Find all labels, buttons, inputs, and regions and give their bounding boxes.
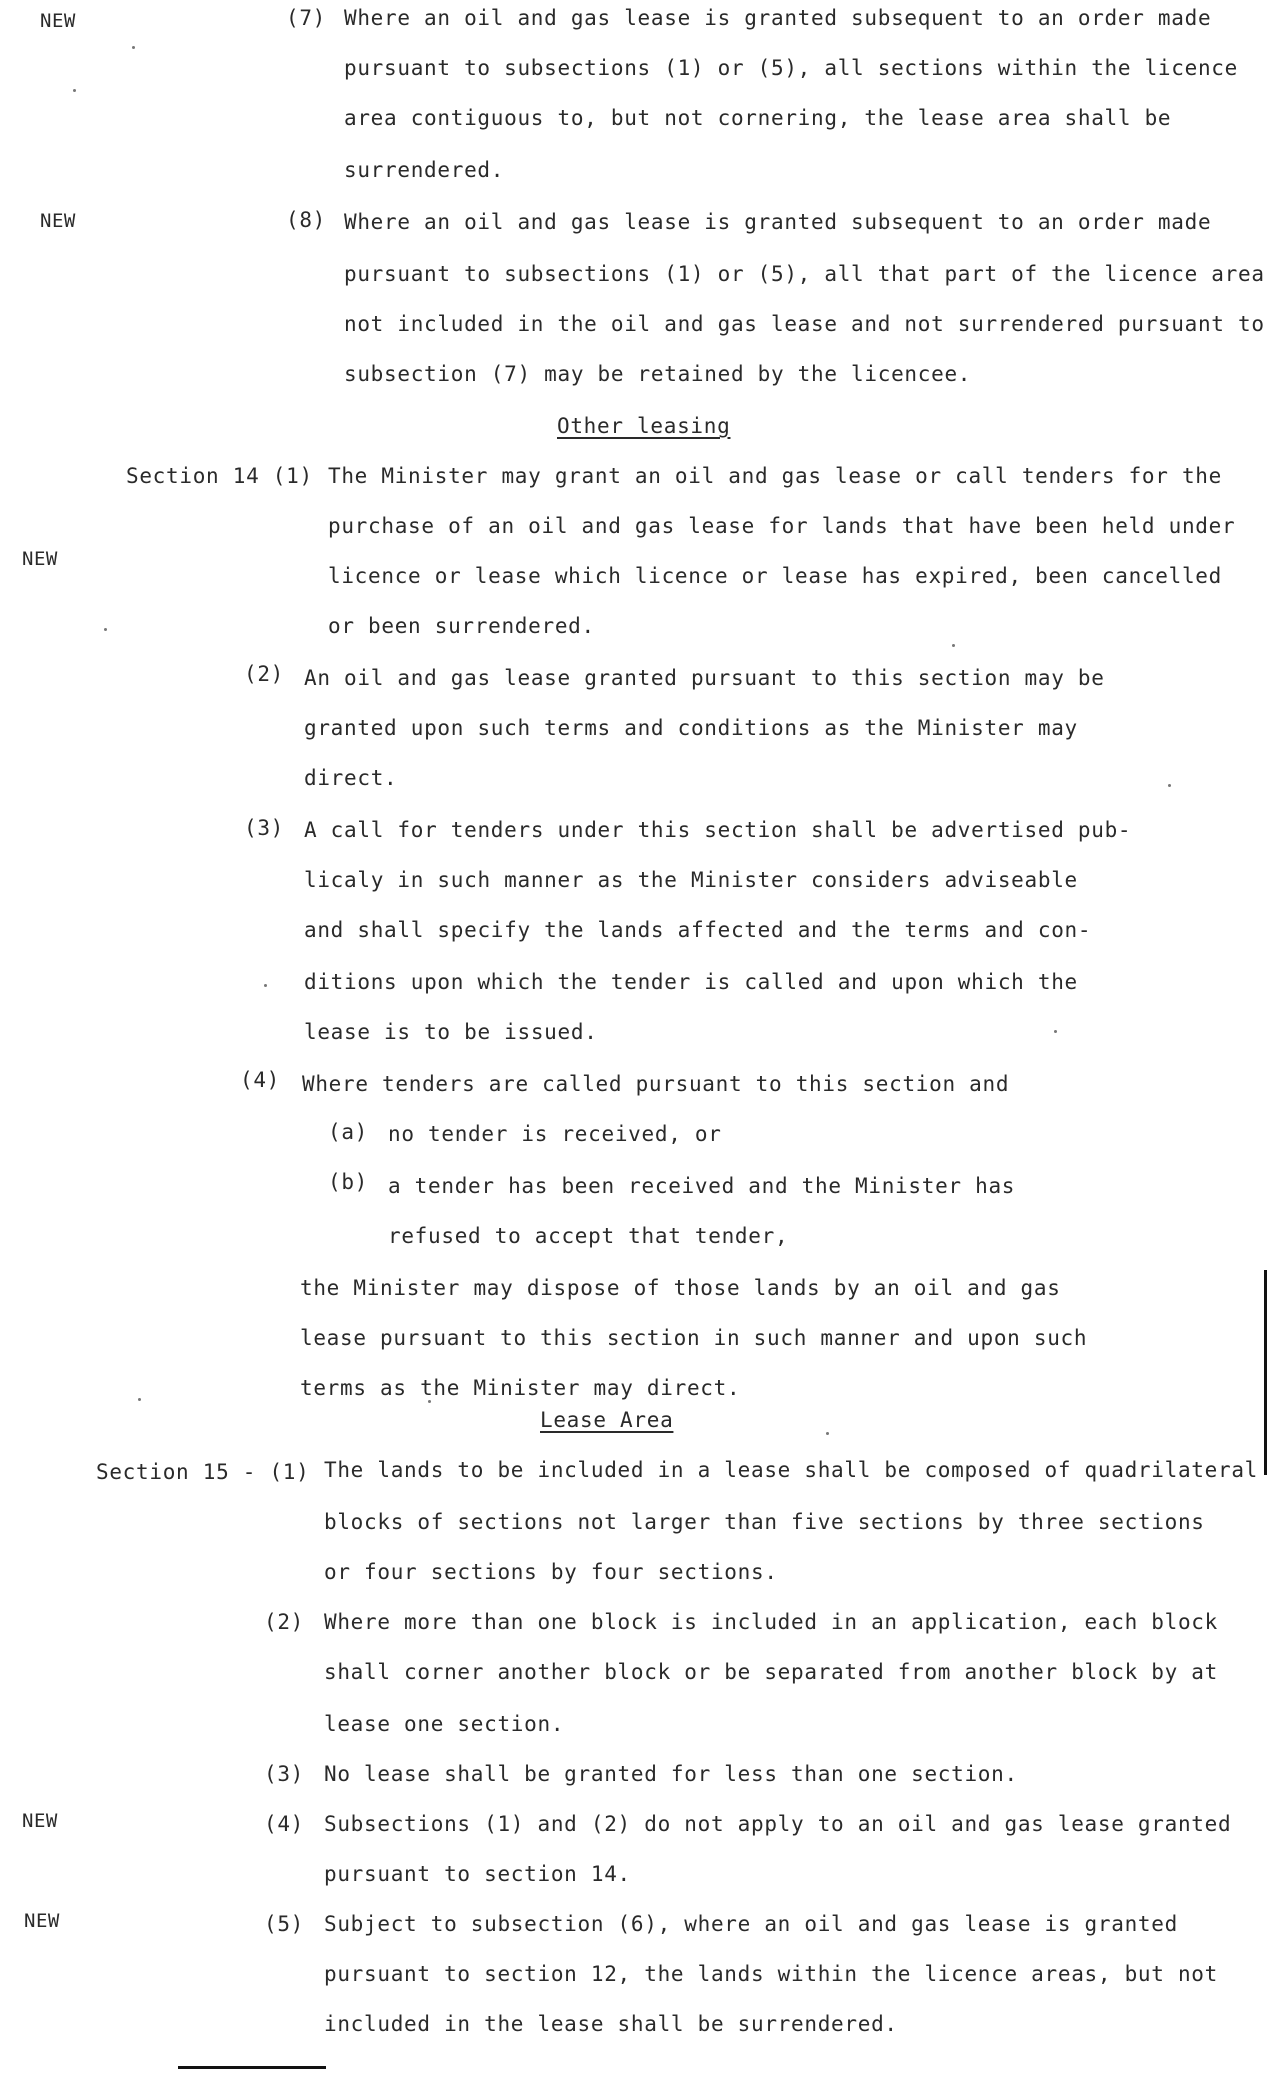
section-heading: Other leasing <box>557 414 731 438</box>
section-14-2-line: An oil and gas lease granted pursuant to this section may be <box>304 666 1105 690</box>
subsection-7-line: surrendered. <box>344 158 505 182</box>
section-14-1-line: purchase of an oil and gas lease for lands that have been held under <box>328 514 1236 538</box>
section-14-1-line: licence or lease which licence or lease has expired, been cancelled <box>328 564 1222 588</box>
section-15-5-line: included in the lease shall be surrendered. <box>324 2012 898 2036</box>
scan-speck <box>73 89 76 92</box>
scan-speck <box>826 1432 829 1435</box>
scan-edge-bar <box>1264 1270 1267 1475</box>
margin-note-new: NEW <box>24 1910 60 1932</box>
subsection-number: (4) <box>240 1068 281 1092</box>
section-14-1-line: or been surrendered. <box>328 614 595 638</box>
section-14-4-intro: Where tenders are called pursuant to this section and <box>302 1072 1010 1096</box>
section-15-3-text: No lease shall be granted for less than one section. <box>324 1762 1018 1786</box>
scan-rule-bar <box>178 2066 326 2069</box>
subsection-number: (8) <box>286 208 327 232</box>
scan-speck <box>132 46 135 49</box>
section-14-2-line: direct. <box>304 766 398 790</box>
scan-speck <box>264 984 267 987</box>
margin-note-new: NEW <box>22 548 58 570</box>
section-14-3-line: and shall specify the lands affected and the terms and con- <box>304 918 1092 942</box>
scan-speck <box>1168 784 1171 787</box>
subsection-number: (4) <box>264 1812 305 1836</box>
margin-note-new: NEW <box>22 1810 58 1832</box>
margin-note-new: NEW <box>40 210 76 232</box>
section-14-3-line: licaly in such manner as the Minister considers adviseable <box>304 868 1078 892</box>
subsection-number: (5) <box>264 1912 305 1936</box>
section-label: Section 15 - (1) <box>96 1460 310 1484</box>
clause-b-line: a tender has been received and the Minister has <box>388 1174 1016 1198</box>
subsection-8-line: not included in the oil and gas lease and not surrendered pursuant to <box>344 312 1265 336</box>
section-14-4-closing-line: terms as the Minister may direct. <box>300 1376 741 1400</box>
section-14-1-line: The Minister may grant an oil and gas lease or call tenders for the <box>328 464 1222 488</box>
clause-number: (a) <box>328 1120 369 1144</box>
section-15-1-line: or four sections by four sections. <box>324 1560 778 1584</box>
subsection-number: (7) <box>286 6 327 30</box>
section-15-2-line: Where more than one block is included in an application, each block <box>324 1610 1218 1634</box>
section-14-4-closing-line: lease pursuant to this section in such manner and upon such <box>300 1326 1088 1350</box>
subsection-number: (2) <box>244 662 285 686</box>
scan-speck <box>1054 1030 1057 1033</box>
margin-note-new: NEW <box>40 10 76 32</box>
subsection-7-line: Where an oil and gas lease is granted subsequent to an order made <box>344 6 1212 30</box>
subsection-8-line: pursuant to subsections (1) or (5), all that part of the licence area <box>344 262 1265 286</box>
scan-speck <box>104 628 107 631</box>
clause-a-text: no tender is received, or <box>388 1122 722 1146</box>
section-14-4-closing-line: the Minister may dispose of those lands by an oil and gas <box>300 1276 1061 1300</box>
section-14-3-line: lease is to be issued. <box>304 1020 598 1044</box>
section-heading: Lease Area <box>540 1408 674 1432</box>
section-14-3-line: A call for tenders under this section shall be advertised pub- <box>304 818 1132 842</box>
section-14-3-line: ditions upon which the tender is called and upon which the <box>304 970 1078 994</box>
section-15-4-line: Subsections (1) and (2) do not apply to an oil and gas lease granted <box>324 1812 1232 1836</box>
subsection-number: (2) <box>264 1610 305 1634</box>
subsection-8-line: subsection (7) may be retained by the licencee. <box>344 362 972 386</box>
section-15-2-line: lease one section. <box>324 1712 565 1736</box>
section-15-1-line: The lands to be included in a lease shall be composed of quadrilateral <box>324 1458 1259 1482</box>
section-15-1-line: blocks of sections not larger than five sections by three sections <box>324 1510 1205 1534</box>
section-label: Section 14 (1) <box>126 464 313 488</box>
scan-speck <box>428 1400 431 1403</box>
section-15-5-line: Subject to subsection (6), where an oil and gas lease is granted <box>324 1912 1178 1936</box>
section-15-5-line: pursuant to section 12, the lands within the licence areas, but not <box>324 1962 1218 1986</box>
section-15-2-line: shall corner another block or be separated from another block by at <box>324 1660 1218 1684</box>
clause-b-line: refused to accept that tender, <box>388 1224 789 1248</box>
subsection-7-line: area contiguous to, but not cornering, the lease area shall be <box>344 106 1172 130</box>
subsection-number: (3) <box>244 816 285 840</box>
scan-speck <box>138 1398 141 1401</box>
subsection-8-line: Where an oil and gas lease is granted subsequent to an order made <box>344 210 1212 234</box>
clause-number: (b) <box>328 1170 369 1194</box>
section-14-2-line: granted upon such terms and conditions as the Minister may <box>304 716 1078 740</box>
section-15-4-line: pursuant to section 14. <box>324 1862 631 1886</box>
subsection-number: (3) <box>264 1762 305 1786</box>
scan-speck <box>952 644 955 647</box>
subsection-7-line: pursuant to subsections (1) or (5), all sections within the licence <box>344 56 1238 80</box>
